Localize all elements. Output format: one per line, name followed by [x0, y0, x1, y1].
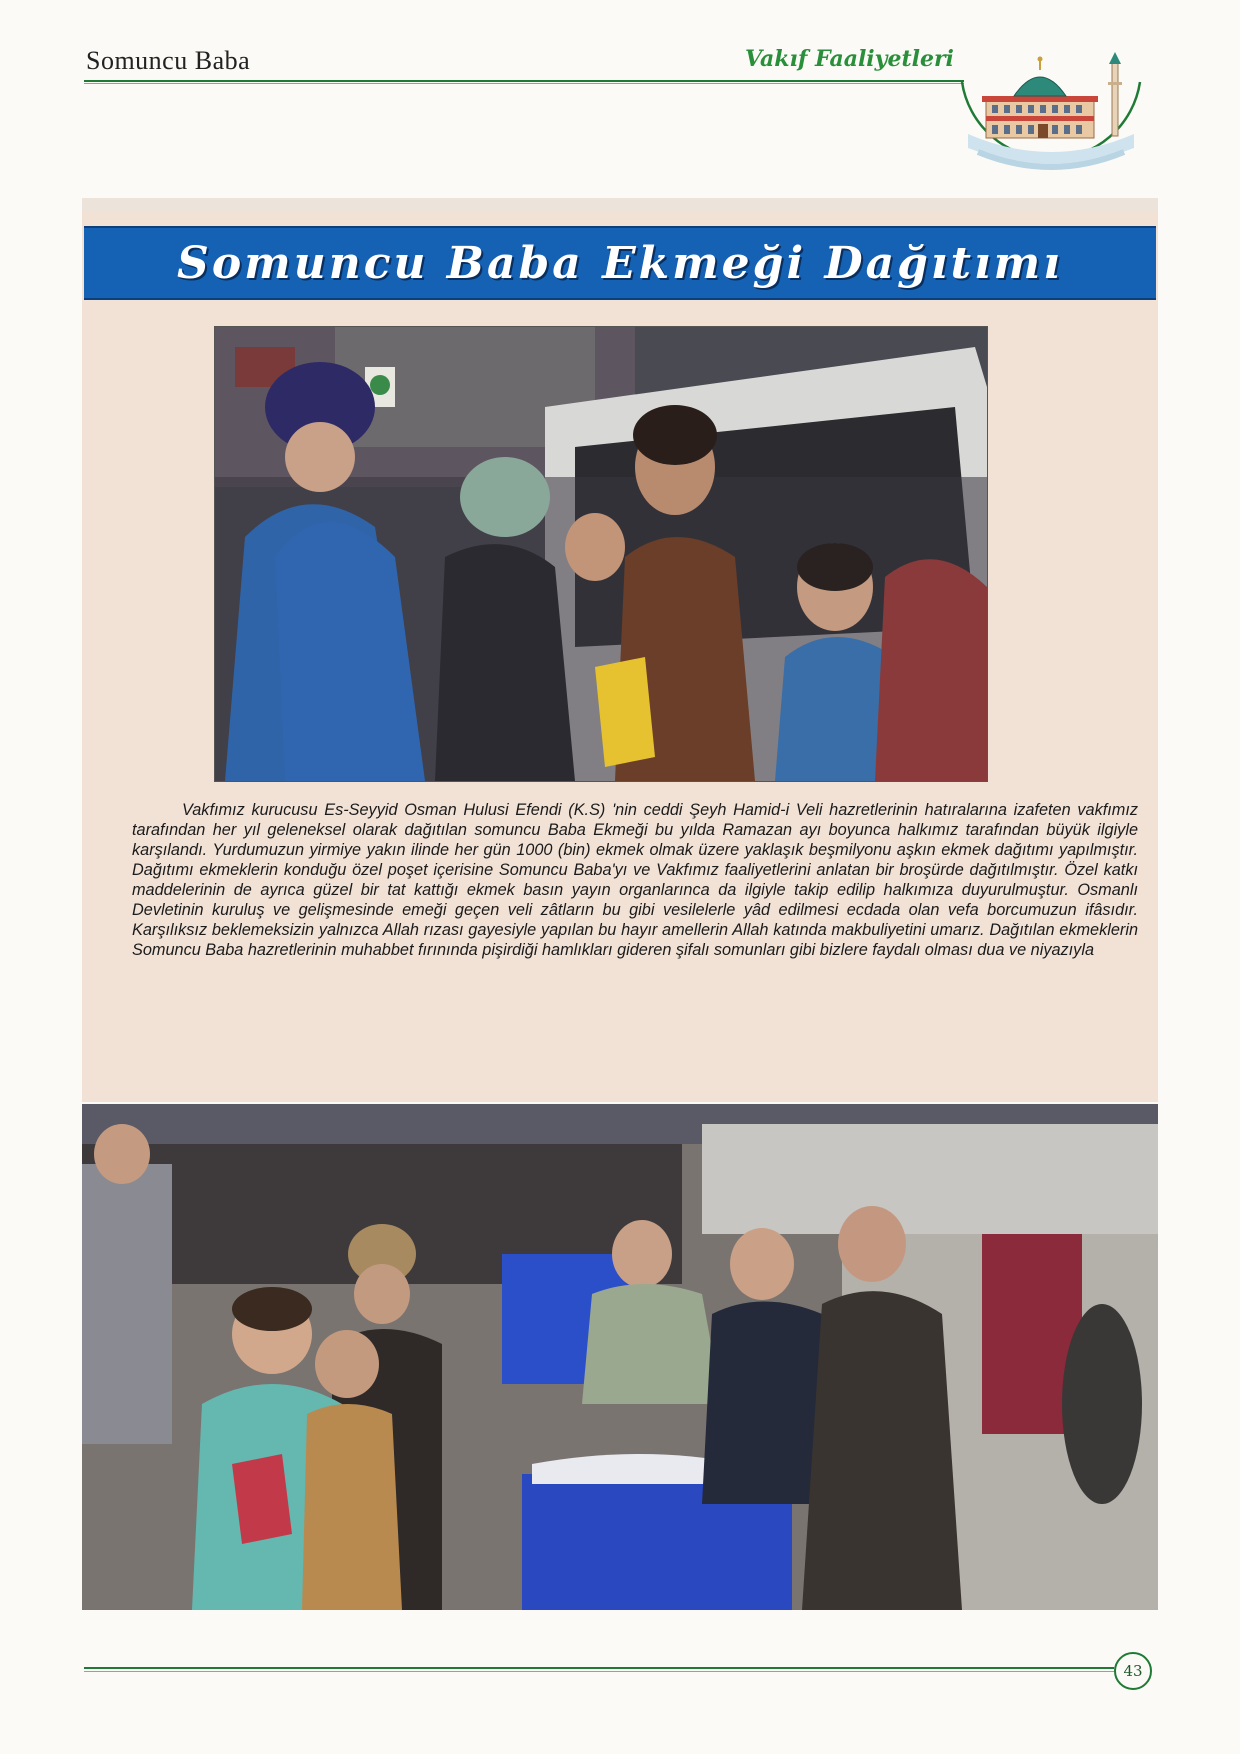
article-title: Somuncu Baba Ekmeği Dağıtımı: [177, 238, 1063, 289]
magazine-title: Somuncu Baba: [86, 46, 251, 75]
mosque-emblem-icon: [952, 52, 1150, 184]
section-title: Vakıf Faaliyetleri: [745, 46, 954, 72]
article-caption: Vakfımız kurucusu Es-Seyyid Osman Hulusi Efendi (K.S) 'nin ceddi Şeyh Hamid-i Veli hazretlerinin hatıralarına izafeten vakfımız tarafından her yıl geleneksel olarak dağıtılan somuncu Baba Ekmeği bu yılda Ramazan ayı boyunca halkımız tarafından büyük ilgiyle karşılandı. Yurdumuzun yirmiye yakın ilinde her gün 1000 (bin) ekmek olmak üzere yaklaşık beşmilyonu aşkın ekmek dağıtımı yapılmıştır. Dağıtımı ekmeklerin konduğu özel poşet içerisine Somuncu Baba'yı ve Vakfımız faaliyetlerini anlatan bir broşürde dağıtılmıştır. Özel katkı maddelerinin de ayrıca güzel bir tat kattığı ekmek basın yayın organlarınca da ilgiyle takip edilip halkımıza duyurulmuştur. Osmanlı Devletinin kuruluş ve gelişmesinde emeği geçen veli zâtların bu gibi vesilelerle yâd edilmesi ecdada olan vefa borcumuzun ifâsıdır. Karşılıksız beklemeksizin yalnızca Allah rızası gayesiyle yapılan bu hayır amellerin Allah katında makbuliyetini umarız. Dağıtılan ekmeklerin Somuncu Baba hazretlerinin muhabbet fırınında pişirdiği hamlıkları gideren şifalı somunları gibi bizlere faydalı olması dua ve niyazıyla: [132, 801, 1138, 959]
header-rule: [84, 80, 964, 82]
header-rule-shadow: [84, 83, 964, 84]
article-title-bar: [84, 226, 1156, 300]
photo-bread-distribution-market: [82, 1104, 1158, 1610]
footer-rule: [84, 1667, 1114, 1669]
footer-rule-shadow: [84, 1671, 1114, 1672]
page-number: 43: [1114, 1652, 1152, 1690]
photo-bread-distribution-van: [214, 326, 988, 782]
